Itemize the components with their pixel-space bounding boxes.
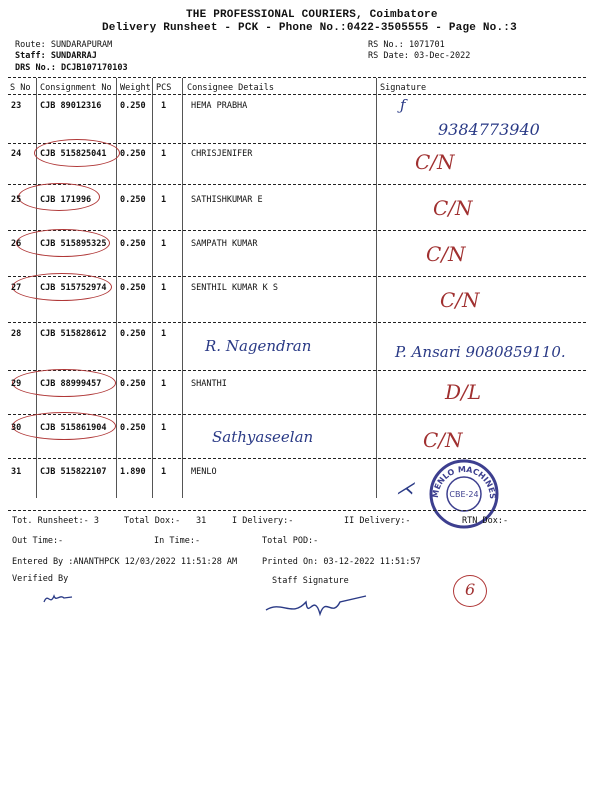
row-pcs: 1: [161, 239, 167, 249]
row-sno: 25: [11, 195, 22, 205]
row-consignment: CJB 515825041: [40, 149, 107, 159]
signature-mark: ⋌: [396, 478, 414, 499]
row-pcs: 1: [161, 101, 167, 111]
row-signature: P. Ansari 9080859110.: [395, 343, 566, 361]
row-weight: 0.250: [120, 329, 146, 339]
total-dox: Total Dox:-: [124, 516, 181, 526]
row-pcs: 1: [161, 149, 167, 159]
row-sno: 24: [11, 149, 22, 159]
row-consignment: CJB 515828612: [40, 329, 107, 339]
row-consignment: CJB 515895325: [40, 239, 107, 249]
row-consignment: CJB 515822107: [40, 467, 107, 477]
route-label: Route: SUNDARAPURAM: [15, 40, 113, 50]
col-consignment: Consignment No: [40, 83, 112, 93]
stamp-text: MENLO MACHINES: [430, 464, 498, 500]
row-consignee: HEMA PRABHA: [191, 101, 248, 111]
printed-on: Printed On: 03-12-2022 11:51:57: [262, 557, 421, 567]
page-circle: [453, 575, 487, 607]
row-weight: 1.890: [120, 467, 146, 477]
row-sno: 31: [11, 467, 22, 477]
row-pcs: 1: [161, 379, 167, 389]
row-consignee: SAMPATH KUMAR: [191, 239, 258, 249]
row-consignee: CHRISJENIFER: [191, 149, 253, 159]
total-dox-value: 31: [196, 516, 207, 526]
col-consignee: Consignee Details: [187, 83, 274, 93]
staff-label: Staff: SUNDARRAJ: [15, 51, 97, 61]
page-circle-number: 6: [465, 580, 476, 599]
out-time: Out Time:-: [12, 536, 64, 546]
verifier-signature: [42, 588, 82, 612]
row-pcs: 1: [161, 467, 167, 477]
ii-delivery: II Delivery:-: [344, 516, 411, 526]
row-weight: 0.250: [120, 283, 146, 293]
in-time: In Time:-: [154, 536, 201, 546]
col-weight: Weight: [120, 83, 151, 93]
row-consignee: MENLO: [191, 467, 217, 477]
row-note: C/N: [440, 288, 480, 312]
row-note: C/N: [423, 428, 463, 452]
row-consignment: CJB 89012316: [40, 101, 102, 111]
row-consignee: R. Nagendran: [205, 337, 312, 355]
rtn-dox: RTN Dox:-: [462, 516, 509, 526]
row-consignee: SENTHIL KUMAR K S: [191, 283, 278, 293]
row-consignment: CJB 515861904: [40, 423, 107, 433]
stamp-center-text: CBE-24: [449, 490, 479, 499]
col-signature: Signature: [380, 83, 427, 93]
row-sno: 29: [11, 379, 22, 389]
verified-by: Verified By: [12, 574, 69, 584]
row-consignment: CJB 171996: [40, 195, 92, 205]
row-pcs: 1: [161, 329, 167, 339]
row-consignment: CJB 88999457: [40, 379, 102, 389]
row-signature-phone: 9384773940: [438, 120, 540, 139]
row-weight: 0.250: [120, 239, 146, 249]
row-weight: 0.250: [120, 423, 146, 433]
row-consignment: CJB 515752974: [40, 283, 107, 293]
total-pod: Total POD:-: [262, 536, 319, 546]
total-runsheet: Tot. Runsheet:- 3: [12, 516, 99, 526]
row-sno: 28: [11, 329, 22, 339]
col-pcs: PCS: [156, 83, 172, 93]
staff-signature-scribble: [262, 588, 372, 632]
row-weight: 0.250: [120, 101, 146, 111]
entered-by: Entered By :ANANTHPCK 12/03/2022 11:51:28 AM: [12, 557, 238, 567]
drs-label: DRS No.: DCJB107170103: [15, 63, 128, 73]
row-note: C/N: [426, 242, 466, 266]
row-sno: 27: [11, 283, 22, 293]
row-weight: 0.250: [120, 195, 146, 205]
row-weight: 0.250: [120, 149, 146, 159]
col-sno: S No: [10, 83, 31, 93]
row-pcs: 1: [161, 423, 167, 433]
row-pcs: 1: [161, 195, 167, 205]
row-note: C/N: [415, 150, 455, 174]
row-consignee: SATHISHKUMAR E: [191, 195, 263, 205]
row-consignee: Sathyaseelan: [212, 428, 314, 446]
i-delivery: I Delivery:-: [232, 516, 294, 526]
rs-date: RS Date: 03-Dec-2022: [368, 51, 471, 61]
staff-signature: Staff Signature: [272, 576, 349, 586]
row-consignee: SHANTHI: [191, 379, 227, 389]
row-note: C/N: [433, 196, 473, 220]
row-sno: 30: [11, 423, 22, 433]
row-weight: 0.250: [120, 379, 146, 389]
row-pcs: 1: [161, 283, 167, 293]
row-sno: 23: [11, 101, 22, 111]
row-sno: 26: [11, 239, 22, 249]
runsheet-title: Delivery Runsheet - PCK - Phone No.:0422-3505555 - Page No.:3: [102, 22, 517, 34]
company-title: THE PROFESSIONAL COURIERS, Coimbatore: [186, 9, 438, 21]
row-signature-scribble: ƒ: [400, 96, 406, 114]
rs-no: RS No.: 1071701: [368, 40, 445, 50]
row-note: D/L: [445, 380, 482, 404]
